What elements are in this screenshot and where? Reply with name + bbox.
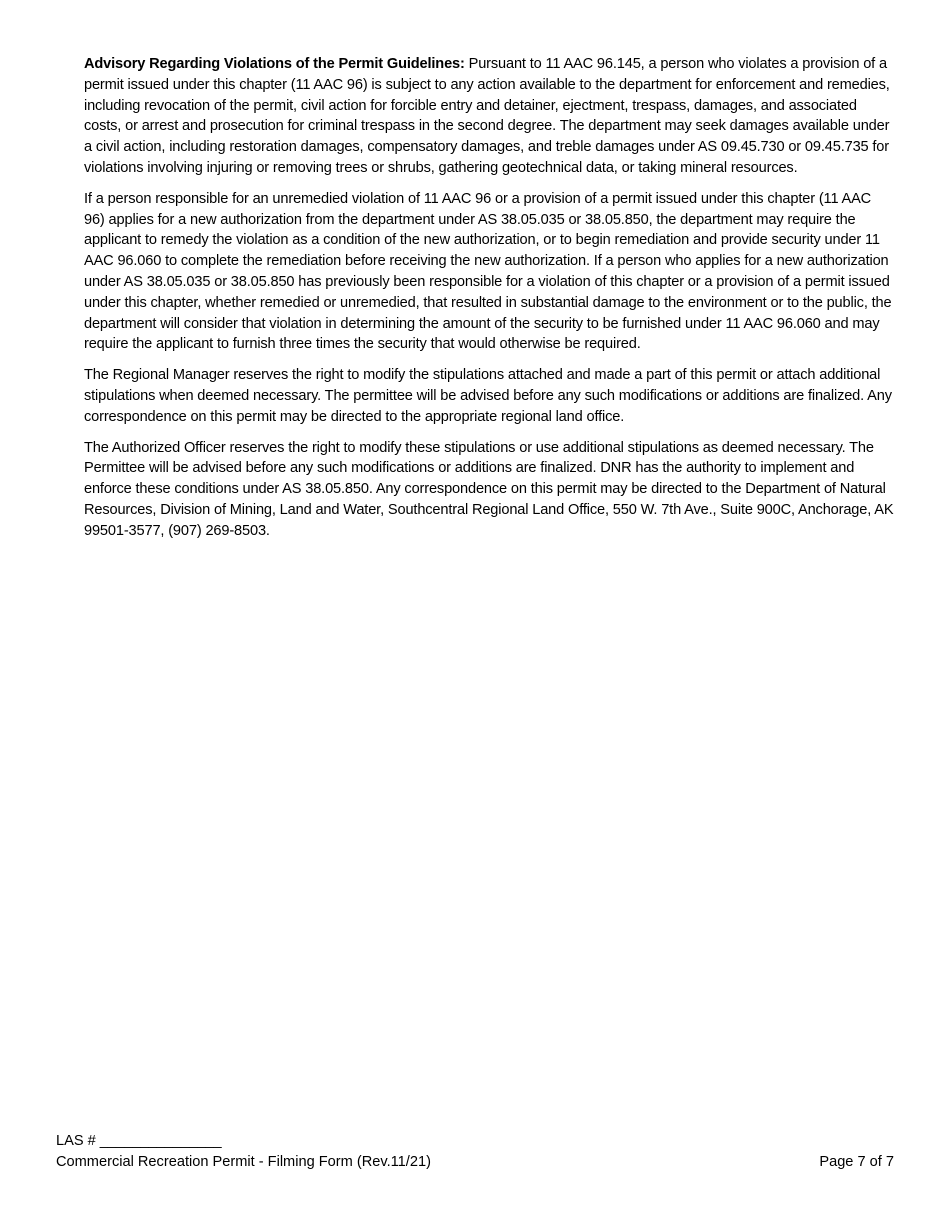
advisory-heading: Advisory Regarding Violations of the Permit Guidelines: [84, 56, 465, 72]
footer-las-number: LAS # _______________ [56, 1133, 222, 1149]
paragraph-unremedied-violation: If a person responsible for an unremedied violation of 11 AAC 96 or a provision of a permit issued under this chapter (11 AAC 96) applies for a new authorization from the department under AS 38.05.035 or 38.05.850, the department may require the applicant to remedy the violation as a condition of the new authorization, or to begin remediation and provide security under 11 AAC 96.060 to complete the remediation before receiving the new authorization. If a person who applies for a new authorization under AS 38.05.035 or 38.05.850 has previously been responsible for a violation of this chapter or a provision of a permit issued under this chapter, whether remedied or unremedied, that resulted in substantial damage to the environment or to the public, the department will consider that violation in determining the amount of the security to be furnished under 11 AAC 96.060 and may require the applicant to furnish three times the security that would otherwise be required. [84, 190, 892, 353]
paragraph-regional-manager: The Regional Manager reserves the right to modify the stipulations attached and made a part of this permit or attach additional stipulations when deemed necessary. The permittee will be advised before any such modifications or additions are finalized. Any correspondence on this permit may be directed to the appropriate regional land office. [84, 367, 892, 425]
paragraph-authorized-officer: The Authorized Officer reserves the right to modify these stipulations or use additional stipulations as deemed necessary. The Permittee will be advised before any such modifications or additions are finalized. DNR has the authority to implement and enforce these conditions under AS 38.05.850. Any correspondence on this permit may be directed to the Department of Natural Resources, Division of Mining, Land and Water, Southcentral Regional Land Office, 550 W. 7th Ave., Suite 900C, Anchorage, AK 99501-3577, (907) 269-8503. [84, 439, 894, 539]
footer-form-title: Commercial Recreation Permit - Filming Form (Rev.11/21) [56, 1154, 431, 1170]
advisory-text: Pursuant to 11 AAC 96.145, a person who violates a provision of a permit issued under this chapter (11 AAC 96) is subject to any action available to the department for enforcement and remedies, including revocation of the permit, civil action for forcible entry and detainer, ejectment, trespass, damages, and associated costs, or arrest and prosecution for criminal trespass in the second degree. The department may seek damages available under a civil action, including restoration damages, compensatory damages, and treble damages under AS 09.45.730 or 09.45.735 for violations involving injuring or removing trees or shrubs, gathering geotechnical data, or taking mineral resources. [84, 56, 890, 176]
document-body [84, 54, 894, 552]
page-footer [56, 1152, 894, 1173]
paragraph-violations-advisory [84, 54, 894, 179]
footer-page-number: Page 7 of 7 [819, 1154, 894, 1170]
